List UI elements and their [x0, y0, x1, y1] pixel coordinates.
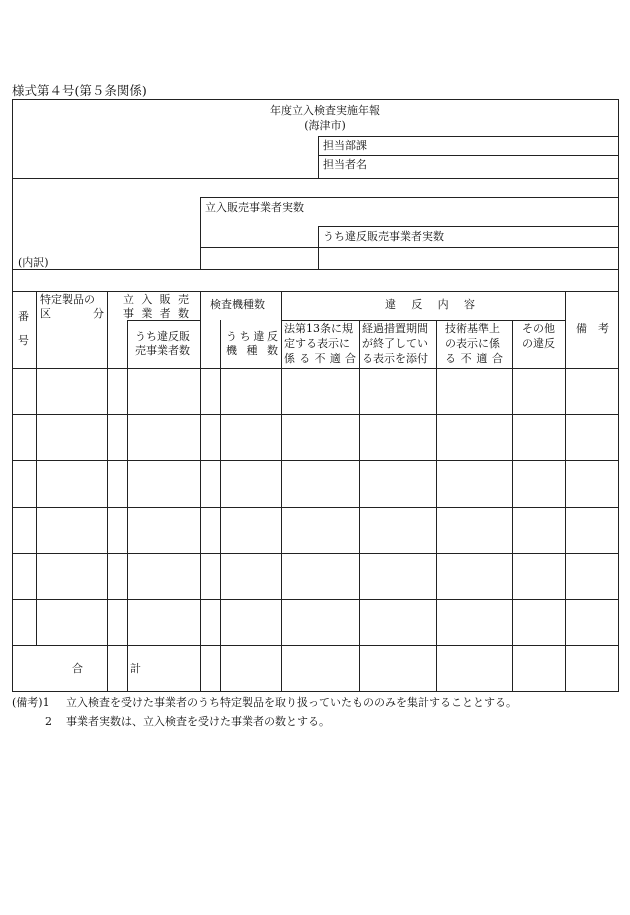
col-violation-models-2: 機種数 [226, 344, 278, 357]
col-art13-1: 法第13条に規 [284, 322, 353, 335]
col-technical-3: る不適合 [445, 352, 503, 365]
summary-left-divider [200, 197, 201, 269]
col-other-2: の違反 [522, 337, 555, 350]
table-header-top [12, 291, 619, 292]
section-divider-2 [12, 269, 619, 270]
col-line-10 [565, 291, 566, 691]
notes-prefix: (備考)1 [12, 696, 50, 709]
col-line-5 [220, 320, 221, 691]
total-label-b: 計 [130, 662, 141, 675]
dept-row-top [318, 136, 618, 137]
col-line-7 [359, 320, 360, 691]
header-split-violations [281, 320, 565, 321]
dept-row-divider [318, 136, 319, 178]
col-number-2: 号 [18, 334, 29, 347]
border-bottom [12, 691, 619, 692]
header-bottom [12, 368, 619, 369]
border-right [618, 99, 619, 692]
col-art13-3: 係る不適合 [284, 352, 356, 365]
col-line-8 [436, 320, 437, 691]
report-subtitle: (海津市) [304, 119, 346, 132]
col-violation-vendors-1: うち違反販 [135, 330, 190, 343]
dept-row-mid [318, 155, 618, 156]
report-title: 年度立入検査実施年報 [270, 104, 380, 117]
row-line-3 [12, 507, 619, 508]
summary-line-1 [200, 197, 619, 198]
col-art13-2: 定する表示に [284, 337, 350, 350]
col-category-2b: 分 [93, 307, 104, 320]
row-line-6 [12, 645, 619, 646]
col-inspected-models: 検査機種数 [210, 298, 265, 311]
col-other-1: その他 [522, 322, 555, 335]
note-1: 立入検査を受けた事業者のうち特定製品を取り扱っていたもののみを集計することとする。 [66, 696, 517, 709]
row-line-5 [12, 599, 619, 600]
person-label: 担当者名 [323, 158, 367, 171]
note-2-number: 2 [45, 715, 52, 728]
row-line-4 [12, 553, 619, 554]
form-number: 様式第４号(第５条関係) [12, 83, 147, 98]
total-label-a: 合 [72, 662, 83, 675]
vendors-label: 立入販売事業者実数 [205, 201, 304, 214]
col-remarks: 備考 [576, 322, 609, 335]
border-top [12, 99, 619, 100]
border-left [12, 99, 13, 692]
header-split-vendors [127, 320, 200, 321]
section-divider-1 [12, 178, 619, 179]
col-line-1 [36, 291, 37, 646]
col-line-6 [281, 291, 282, 691]
col-transition-2: が終了してい [362, 337, 428, 350]
col-technical-2: の表示に係 [445, 337, 500, 350]
col-vendors-1: 立入販売 [123, 293, 189, 306]
col-line-9 [512, 320, 513, 691]
breakdown-label: (内訳) [18, 256, 49, 269]
col-violation-vendors-2: 売事業者数 [135, 344, 190, 357]
row-line-1 [12, 414, 619, 415]
col-line-3 [127, 320, 128, 691]
note-2: 事業者実数は、立入検査を受けた事業者の数とする。 [66, 715, 330, 728]
col-violation-models-1: うち違反 [226, 330, 278, 343]
col-category-2a: 区 [40, 307, 51, 320]
row-line-2 [12, 460, 619, 461]
col-violations: 違反内容 [385, 298, 475, 311]
col-category-1: 特定製品の [40, 293, 95, 306]
col-line-4 [200, 291, 201, 691]
col-line-2 [107, 291, 108, 691]
col-transition-1: 経過措置期間 [362, 322, 428, 335]
summary-line-3 [200, 247, 619, 248]
col-transition-3: る表示を添付 [362, 352, 428, 365]
col-technical-1: 技術基準上 [445, 322, 500, 335]
violation-vendors-label: うち違反販売事業者実数 [323, 230, 444, 243]
col-number-1: 番 [18, 310, 29, 323]
summary-line-2 [318, 226, 618, 227]
dept-label: 担当部課 [323, 139, 367, 152]
col-vendors-2: 事業者数 [123, 307, 189, 320]
